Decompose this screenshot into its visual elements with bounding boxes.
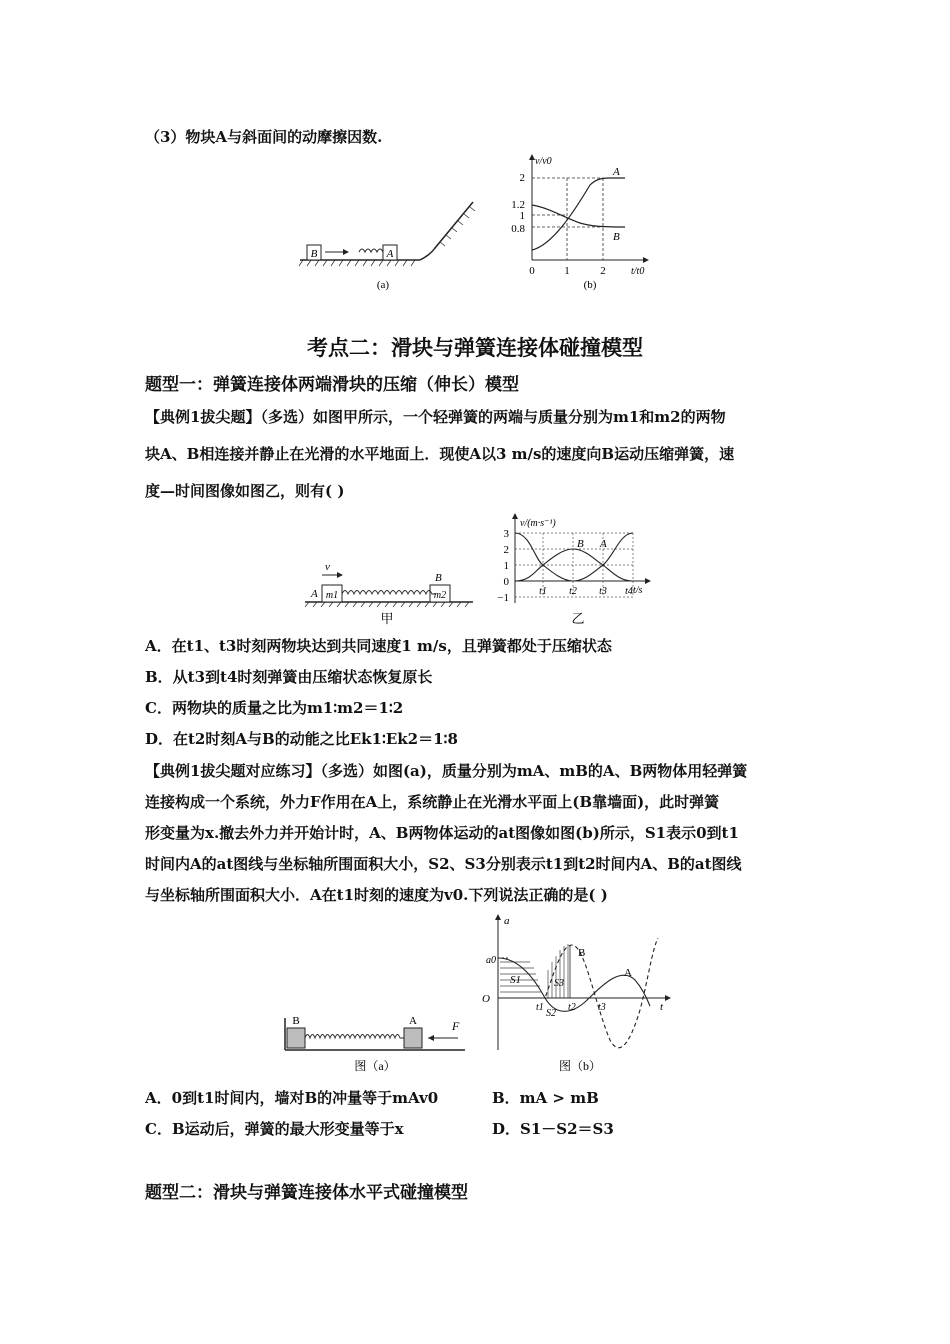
fig2-m1: m1 [325,590,339,601]
fig3-curve-b: B [578,947,586,959]
fig2-curve-a: A [600,538,607,550]
fig2-yi-label: 乙 [571,611,585,626]
example-1-text [145,402,810,506]
fig3-a0: a0 [486,955,496,966]
fig3-x-axis: t [660,1001,664,1013]
example-1-line-1 [145,402,810,432]
fig3-s1: S1 [510,974,521,986]
fig2-label-a: A [311,588,318,600]
fig2-x-axis: t/s [633,585,643,596]
fig1-block-a: A [386,248,394,260]
figure-2-jia [305,561,473,626]
fig1-ytick-1-2: 1.2 [511,199,525,211]
fig1-ytick-0-8: 0.8 [511,223,525,235]
fig1-b-label: (b) [583,279,597,291]
figure-3b-graph [482,914,671,1073]
figure-1a [299,202,475,291]
fig2-xtick-t2: t2 [569,586,577,597]
fig1-ytick-2: 2 [519,172,525,184]
section-title: 考点二：滑块与弹簧连接体碰撞模型 [307,336,643,360]
figure-2-yi-graph [497,513,651,626]
fig1-xtick-1: 1 [564,265,570,277]
ex2-option-d: D．S1－S2＝S3 [492,1120,614,1138]
fig3-b-label: 图（b） [558,1059,602,1073]
example-2-line-1 [145,756,810,786]
fig1-x-axis: t/t0 [631,266,645,277]
fig3-a-label: 图（a） [354,1059,396,1073]
fig1-block-b: B [310,248,318,260]
example-2-line-2: 连接构成一个系统，外力F作用在A上，系统静止在光滑水平面上(B靠墙面)，此时弹簧 [145,793,720,811]
example-1-tag: 【典例1拔尖题】 [145,408,261,426]
fig2-v: v [325,561,330,573]
fig1-y-axis: v/v0 [535,156,552,167]
figure-3 [280,910,680,1080]
fig2-xtick-t4: t4 [625,586,633,597]
fig2-label-b: B [435,572,442,584]
fig1-a-label: (a) [376,279,390,291]
fig1-xtick-0: 0 [529,265,535,277]
fig2-jia-label: 甲 [380,611,394,626]
type1-title: 题型一：弹簧连接体两端滑块的压缩（伸长）模型 [145,375,519,395]
fig3-curve-a: A [624,967,632,979]
fig3-s2: S2 [546,1008,556,1019]
fig3-s3: S3 [554,978,564,989]
example-2-tag: 【典例1拔尖题对应练习】 [145,762,321,780]
fig2-xtick-t3: t3 [599,586,607,597]
fig3-y-axis: a [504,915,510,927]
ex2-option-b: B．mA > mB [492,1089,599,1107]
fig3-t2: t2 [568,1002,576,1013]
fig3-origin: O [482,993,490,1005]
ex2-line-0: （多选）如图(a)，质量分别为mA、mB的A、B两物体用轻弹簧 [320,762,748,780]
ex1-option-b: B．从t3到t4时刻弹簧由压缩状态恢复原长 [145,668,433,686]
example-1-line-3: 度—时间图像如图乙，则有( ) [145,482,345,500]
fig2-curve-b: B [577,538,584,550]
ex1-option-c: C．两物块的质量之比为m1∶m2＝1∶2 [145,699,404,717]
fig3-block-b: B [292,1015,300,1027]
fig2-ytick-1: 1 [503,560,509,572]
fig1-curve-b: B [613,231,620,243]
question-3: （3）物块A与斜面间的动摩擦因数. [145,128,383,146]
fig2-xtick-t1: t1 [539,586,547,597]
ex1-option-d: D．在t2时刻A与B的动能之比Ek1∶Ek2＝1∶8 [145,730,458,748]
fig1-ytick-1: 1 [519,210,525,222]
fig3-force-f: F [452,1019,460,1033]
ex1-line-0: （多选）如图甲所示，一个轻弹簧的两端与质量分别为m1和m2的两物 [260,408,726,426]
example-1-line-2: 块A、B相连接并静止在光滑的水平地面上．现使A以3 m/s的速度向B运动压缩弹簧，速 [145,445,735,463]
example-2-line-3: 形变量为x.撤去外力并开始计时，A、B两物体运动的at图像如图(b)所示，S1表示0到t1 [145,824,739,842]
figure-2 [295,505,665,630]
figure-1 [295,150,655,300]
example-2-text [145,756,810,910]
ex2-option-a: A．0到t1时间内，墙对B的冲量等于mAv0 [145,1089,439,1107]
fig2-m2: m2 [433,590,447,601]
fig2-ytick-3: 3 [503,528,509,540]
fig3-block-a: A [409,1015,417,1027]
fig1-curve-a: A [613,166,620,178]
example-2-line-4: 时间内A的at图线与坐标轴所围面积大小，S2、S3分别表示t1到t2时间内A、B的at图线 [145,855,742,873]
ex1-option-a: A．在t1、t3时刻两物块达到共同速度1 m/s，且弹簧都处于压缩状态 [145,637,612,655]
fig2-ytick-neg1: −1 [497,592,509,604]
figure-1b-graph [511,154,649,291]
figure-3a [285,1015,465,1073]
type2-title: 题型二：滑块与弹簧连接体水平式碰撞模型 [145,1183,468,1203]
example-2-line-5: 与坐标轴所围面积大小．A在t1时刻的速度为v0.下列说法正确的是( ) [145,886,608,904]
fig1-xtick-2: 2 [600,265,606,277]
fig2-y-axis: v/(m·s⁻¹) [520,518,556,529]
fig3-t3: t3 [598,1002,606,1013]
fig2-ytick-2: 2 [503,544,509,556]
ex2-option-c: C．B运动后，弹簧的最大形变量等于x [145,1120,404,1138]
fig2-ytick-0: 0 [503,576,509,588]
fig3-t1: t1 [536,1002,544,1013]
